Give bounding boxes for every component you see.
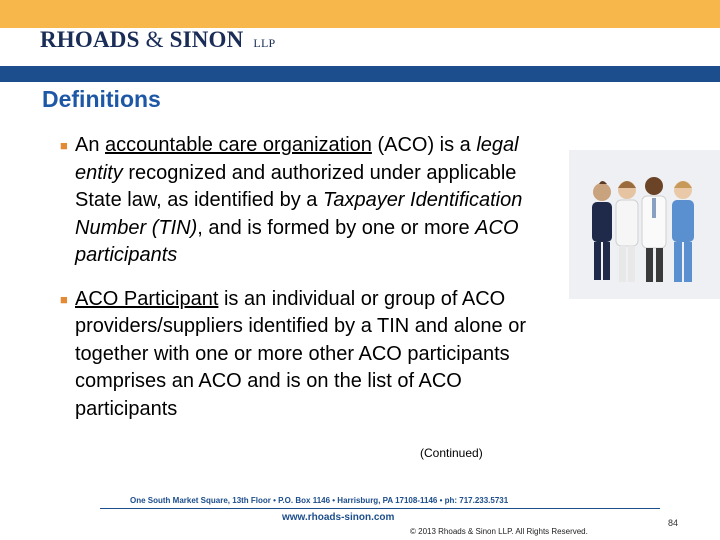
footer-copyright: © 2013 Rhoads & Sinon LLP. All Rights Reserved.: [410, 527, 588, 536]
footer-website-link[interactable]: www.rhoads-sinon.com: [282, 512, 395, 523]
medical-staff-illustration: [569, 150, 720, 299]
bullet1-text-2: recognized and authorized under applicable State law, as identified by a: [75, 161, 517, 211]
logo-main: RHOADS: [40, 27, 140, 52]
header-blue-bar: [0, 66, 720, 82]
slide-title: Definitions: [42, 86, 161, 112]
bullet1-text-3: , and is formed by one or more: [197, 216, 476, 239]
bullet-aco-definition: [60, 132, 565, 270]
logo-llp: LLP: [253, 36, 276, 50]
footer-address: One South Market Square, 13th Floor • P.O. Box 1146 • Harrisburg, PA 17108-1146 • ph: 717.233.5731: [130, 496, 509, 505]
bullet-list: [60, 132, 565, 434]
aco-link[interactable]: accountable care organization: [105, 134, 372, 156]
bullet-marker-icon: ■: [60, 138, 68, 153]
bullet1-text-pre: An: [75, 134, 106, 156]
bullet-marker-icon: ■: [60, 291, 68, 307]
bullet-aco-participant: [60, 286, 565, 424]
logo-second: SINON: [169, 27, 244, 52]
bullet1-text-1: (ACO) is a: [371, 134, 477, 156]
medical-staff-photo: [569, 150, 720, 299]
footer-divider: [100, 508, 660, 509]
bullet2-text: is an individual or group of ACO providers/suppliers identified by a TIN and alone or together with one or more other ACO participants comprises an ACO and is on the list of ACO participants: [75, 287, 526, 420]
bullet1-italic-3: ACO participants: [75, 216, 519, 266]
continued-note: (Continued): [420, 446, 483, 460]
bullet1-italic-1: legal entity: [75, 134, 519, 184]
top-accent-bar: [0, 0, 720, 28]
bullet1-italic-2: Taxpayer Identification Number (TIN): [75, 189, 523, 239]
page-number: 84: [668, 518, 679, 528]
firm-logo: [40, 27, 275, 53]
aco-participant-link[interactable]: ACO Participant: [75, 287, 219, 310]
logo-amp: &: [145, 27, 164, 52]
